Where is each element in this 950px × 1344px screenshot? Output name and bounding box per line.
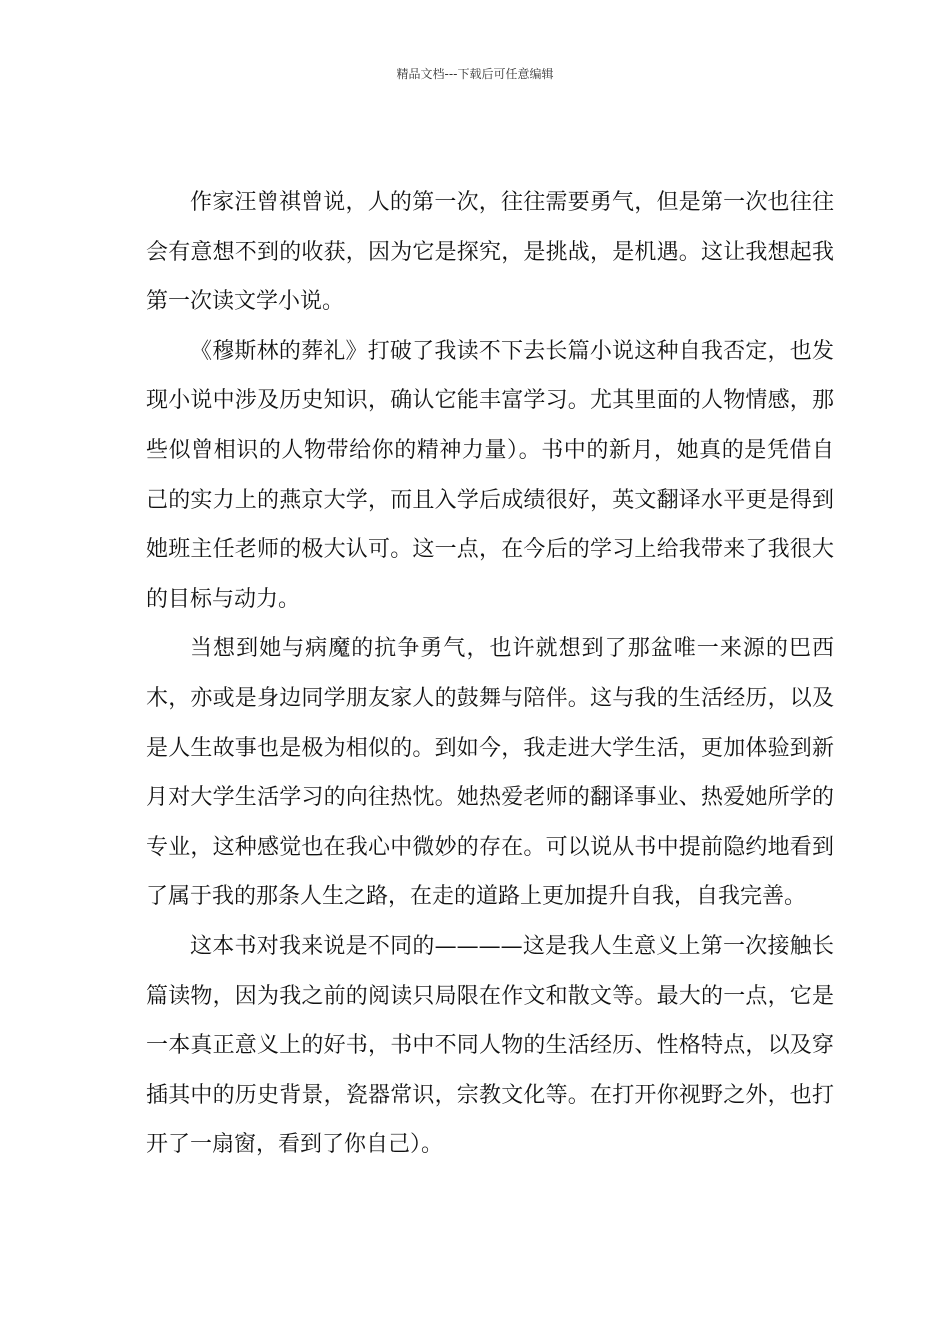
paragraph: 当想到她与病魔的抗争勇气，也许就想到了那盆唯一来源的巴西木，亦或是身边同学朋友家人的鼓舞与陪伴。这与我的生活经历，以及是人生故事也是极为相似的。到如今，我走进大学生活，更加体验到新月对大学生活学习的向往热忱。她热爱老师的翻译事业、热爱她所学的专业，这种感觉也在我心中微妙的存在。可以说从书中提前隐约地看到了属于我的那条人生之路，在走的道路上更加提升自我，自我完善。 xyxy=(146,636,834,910)
paragraph: 《穆斯林的葬礼》打破了我读不下去长篇小说这种自我否定，也发现小说中涉及历史知识，确认它能丰富学习。尤其里面的人物情感，那些似曾相识的人物带给你的精神力量）。书中的新月，她真的是凭借自己的实力上的燕京大学，而且入学后成绩很好，英文翻译水平更是得到她班主任老师的极大认可。这一点，在今后的学习上给我带来了我很大的目标与动力。 xyxy=(146,338,834,612)
page-header: 精品文档---下载后可任意编辑 xyxy=(396,67,554,81)
document-body xyxy=(146,178,834,1170)
paragraph: 作家汪曾祺曾说，人的第一次，往往需要勇气，但是第一次也往往会有意想不到的收获，因为它是探究，是挑战，是机遇。这让我想起我第一次读文学小说。 xyxy=(146,190,834,315)
paragraph: 这本书对我来说是不同的————这是我人生意义上第一次接触长篇读物，因为我之前的阅读只局限在作文和散文等。最大的一点，它是一本真正意义上的好书，书中不同人物的生活经历、性格特点，以及穿插其中的历史背景，瓷器常识，宗教文化等。在打开你视野之外，也打开了一扇窗，看到了你自己）。 xyxy=(146,933,834,1158)
